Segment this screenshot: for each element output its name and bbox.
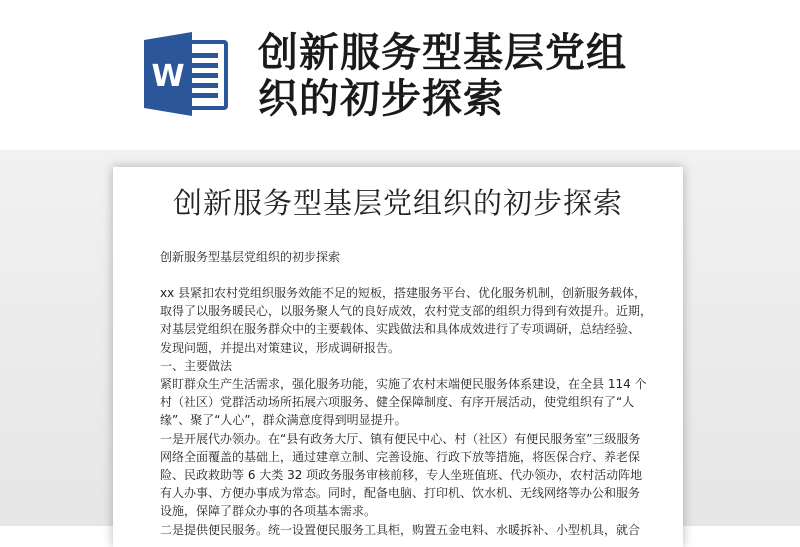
body-line: 险、民政救助等 6 大类 32 项政务服务审核前移，专人坐班值班、代办领办，农村活动阵地: [160, 468, 643, 483]
body-line: 紧盯群众生产生活需求，强化服务功能，实施了农村末端便民服务体系建设，在全县 114 个: [160, 377, 647, 392]
document-title: 创新服务型基层党组织的初步探索: [172, 186, 623, 220]
document-body: [160, 284, 660, 539]
banner-title-line-2: 织的初步探索: [258, 76, 504, 122]
body-line: 有人办事、方便办事成为常态。同时，配备电脑、打印机、饮水机、无线网络等办公和服务: [160, 486, 641, 501]
section-heading: 一、主要做法: [160, 358, 233, 373]
body-line: 村（社区）党群活动场所拓展六项服务、健全保障制度、有序开展活动，使党组织有了“人: [160, 395, 635, 410]
body-line: 设施，保障了群众办事的各项基本需求。: [160, 504, 377, 519]
document-page: [113, 167, 683, 547]
word-document-icon: [140, 28, 232, 120]
banner-title-line-1: 创新服务型基层党组: [258, 30, 627, 76]
body-line: 缘”、聚了“人心”，群众满意度得到明显提升。: [160, 413, 407, 428]
banner-title: [258, 30, 778, 122]
body-line: 二是提供便民服务。统一设置便民服务工具柜，购置五金电料、水暖拆补、小型机具，就合: [160, 522, 641, 537]
body-line: 网络全面覆盖的基础上，通过建章立制、完善设施、行政下放等措施，将医保合疗、养老保: [160, 449, 641, 464]
body-line: 发现问题，并提出对策建议，形成调研报告。: [160, 340, 401, 355]
body-line: 取得了以服务暖民心，以服务聚人气的良好成效，农村党支部的组织力得到有效提升。近期，: [160, 304, 653, 319]
banner: [0, 0, 800, 150]
body-line: xx 县紧扣农村党组织服务效能不足的短板，搭建服务平台、优化服务机制，创新服务载体，: [160, 286, 647, 300]
document-subtitle: 创新服务型基层党组织的初步探索: [160, 250, 341, 264]
body-line: 对基层党组织在服务群众中的主要载体、实践做法和具体成效进行了专项调研，总结经验、: [160, 322, 641, 337]
body-line: 一是开展代办领办。在“县有政务大厅、镇有便民中心、村（社区）有便民服务室”三级服务: [160, 431, 641, 446]
svg-text:W: W: [151, 59, 185, 94]
